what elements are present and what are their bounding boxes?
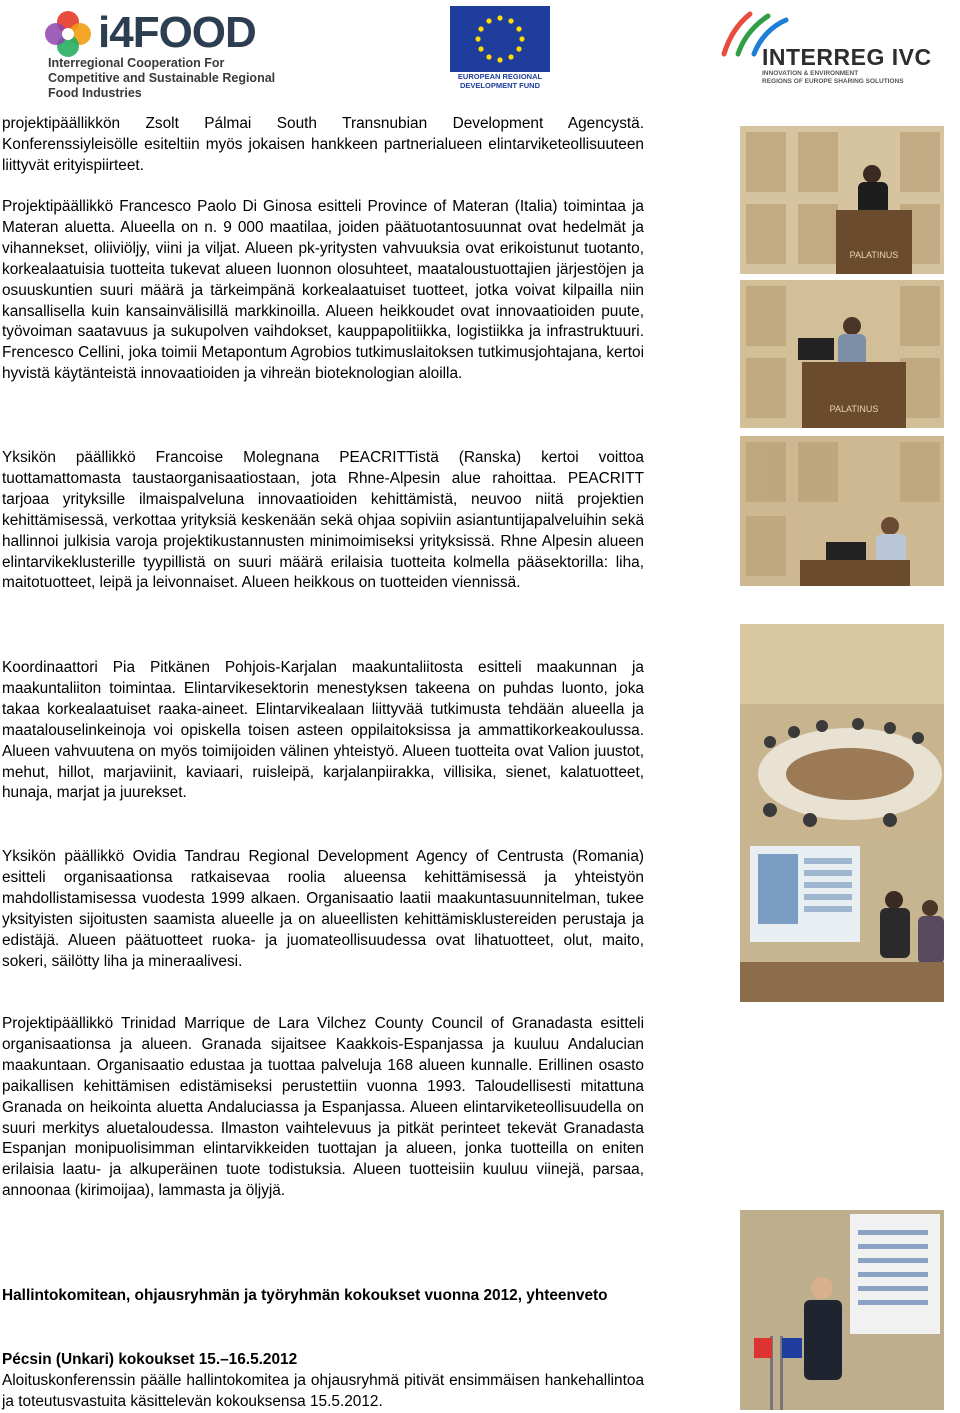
i4food-title: i4FOOD	[98, 8, 256, 57]
eu-caption-line-1: EUROPEAN REGIONAL	[457, 72, 543, 81]
meeting-heading: Pécsin (Unkari) kokoukset 15.–16.5.2012	[2, 1351, 298, 1368]
photo-presentation-screen	[740, 838, 944, 1002]
i4food-subtitle: Interregional Cooperation For Competitive and Sustainable Regional Food Industries	[48, 56, 276, 100]
interreg-sub-line-2: REGIONS OF EUROPE SHARING SOLUTIONS	[762, 78, 904, 85]
podium-label-1: PALATINUS	[849, 250, 899, 260]
paragraph-peacritt: Yksikön päällikkö Francoise Molegnana PEACRITTistä (Ranska) kertoi voittoa tuottamattomasta taustaorganisaatiostaan, jota Rhne-Alpesin alue rahoittaa. PEACRITT tarjoaa yrityksille ilmaispalveluna innovaatioiden kehittämistä, neuvoo niitä projektien kehittämisessä, verkottaa yrityksiä keskenään sekä ohjaa sopiviin asiantuntijapalveluihin sekä hallinnoi julkisia varoja projektikustannusten minimoimiseksi yrityksissä. Rhne Alpesin alueen elintarvikeklusterille tyypillistä on suuri määrä erilaisia tuotteita kolmella pääsektorilla: liha, maitotuotteet, leipä ja leivonnaiset. Alueen heikkous on tuotteiden viennissä.	[2, 449, 644, 592]
photo-speaker-3	[740, 436, 944, 586]
interreg-subtitle	[762, 70, 904, 86]
interreg-logo	[716, 4, 946, 86]
paragraph-intro: projektipäällikkön Zsolt Pálmai South Transnubian Development Agencystä. Konferenssiyleisölle esiteltiin myös jokaisen hankkeen partnerialueen elintarviketeollisuuteen liittyvät erityispiirteet.	[2, 115, 644, 174]
podium-label-2: PALATINUS	[829, 404, 879, 414]
meeting-paragraph: Aloituskonferenssin päälle hallintokomitea ja ohjausryhmä pitivät ensimmäisen hankehallintoa ja toteutusvastuita käsittelevän kokouksensa 15.5.2012.	[2, 1372, 644, 1410]
eu-caption	[440, 72, 560, 90]
photo-meeting-room	[740, 624, 944, 838]
i4food-flower-icon	[42, 8, 94, 60]
paragraph-north-karelia: Koordinaattori Pia Pitkänen Pohjois-Karjalan maakuntaliitosta esitteli maakunnan ja maakuntaliiton toimintaa. Elintarvikesektorin menestyksen takeena on puhdas luonto, joka takaa korkealaatuiset raaka-aineet. Elintarvikealaan liittyvää tutkimusta tehdään alueella ja maatalouselinkeinoja voi opiskella toisen asteen oppilaitoksissa ja ammattikorkeakoulussa. Alueen vahvuutena on myös toimijoiden välinen yhteistyö. Alueen tuotteita ovat Valion juustot, mehut, hillot, marjaviinit, kaviaari, ruisleipä, karjalanpiirakka, villisika, sienet, kalatuotteet, hunaja, marjat ja juurekset.	[2, 659, 644, 802]
interreg-sub-line-1: INNOVATION & ENVIRONMENT	[762, 70, 859, 77]
eu-flag-icon	[450, 6, 550, 72]
interreg-title: INTERREG IVC	[762, 44, 932, 70]
photo-presenter-with-flags	[740, 1210, 944, 1410]
eu-caption-line-2: DEVELOPMENT FUND	[459, 81, 540, 90]
paragraph-granada: Projektipäällikkö Trinidad Marrique de Lara Vilchez County Council of Granadasta esitteli organisaationsa ja alueen. Granada sijaitsee Kaakkois-Espanjassa ja kuuluu Andalucian maakuntaan. Organisaatio edustaa ja tuottaa palveluja 168 alueen kunnalle. Erillinen osasto paikallisen kehittämisen edistämiseksi perustettiin vuonna 1993. Taloudellisesti mitattuna Granada on heikointa aluetta Andaluciassa ja Espanjassa. Alueen elintarviketeollisuudella on suuri merkitys aluetaloudessa. Ilmaston vaihtelevuus ja pitkät perinteet tekevät Granadasta Espanjan monipuolisimman elintarvikkeiden tuottajan ja alueen, jonka tuotteilla on eniten erilaisia laatu- ja alkuperäinen tuote todistuksia. Alueen tuotteisiin kuuluu viinejä, parsaa, annoonaa (kirimoijaa), lammasta ja öljyjä.	[2, 1015, 644, 1200]
i4food-logo	[40, 4, 280, 100]
paragraph-centru: Yksikön päällikkö Ovidia Tandrau Regional Development Agency of Centrusta (Romania) esitteli organisaationsa ratkaisevaa roolia alueensa kehittämisessä ja yhteistyön mahdollistamisessa vuodesta 1999 alkaen. Organisaatio laatii maakuntasuunnitelman, tukee yksityisten sijoitusten saamista alueelle ja on alueellisten kehittämisklustereiden perustaja ja edistäjä. Alueen päätuotteet ruoka- ja juomateollisuudessa ovat lihatuotteet, olut, maito, sokeri, säilötty liha ja mineraalivesi.	[2, 848, 644, 970]
photo-speaker-podium-2	[740, 280, 944, 428]
paragraph-matera: Projektipäällikkö Francesco Paolo Di Ginosa esitteli Province of Materan (Italia) toimintaa ja Materan aluetta. Alueella on n. 9 000 maatilaa, joiden päätuotantosuunnat ovat hedelmät ja vihannekset, oliiviöljy, viini ja viljat. Alueen pk-yritysten vahvuuksia ovat erikoistunut tuotanto, korkealaatuisia tuotteita tukevat alueen luonnon olosuhteet, maataloustuottajien järjestöjen ja osuuskuntien suuri määrä ja tärkeimpänä korkealaatuiset tuotteet, jotka voivat kilpailla niin kansallisella kuin kansainvälisillä markkinoilla. Alueen heikkoudet ovat innovaatioiden puute, työvoiman saatavuus ja sukupolven vaihdokset, kauppapolitiikka, logistiikka ja infrastruktuuri. Frencesco Cellini, joka toimii Metapontum Agrobios tutkimuslaitoksen tutkimusjohtajana, kertoi hyvistä käytänteistä innovaatioiden ja vihreän bioteknologian aloilla.	[2, 198, 644, 383]
photo-speaker-podium-1	[740, 126, 944, 274]
section-heading: Hallintokomitean, ohjausryhmän ja työryhmän kokoukset vuonna 2012, yhteenveto	[2, 1287, 608, 1304]
eu-erdf-logo	[440, 6, 560, 88]
